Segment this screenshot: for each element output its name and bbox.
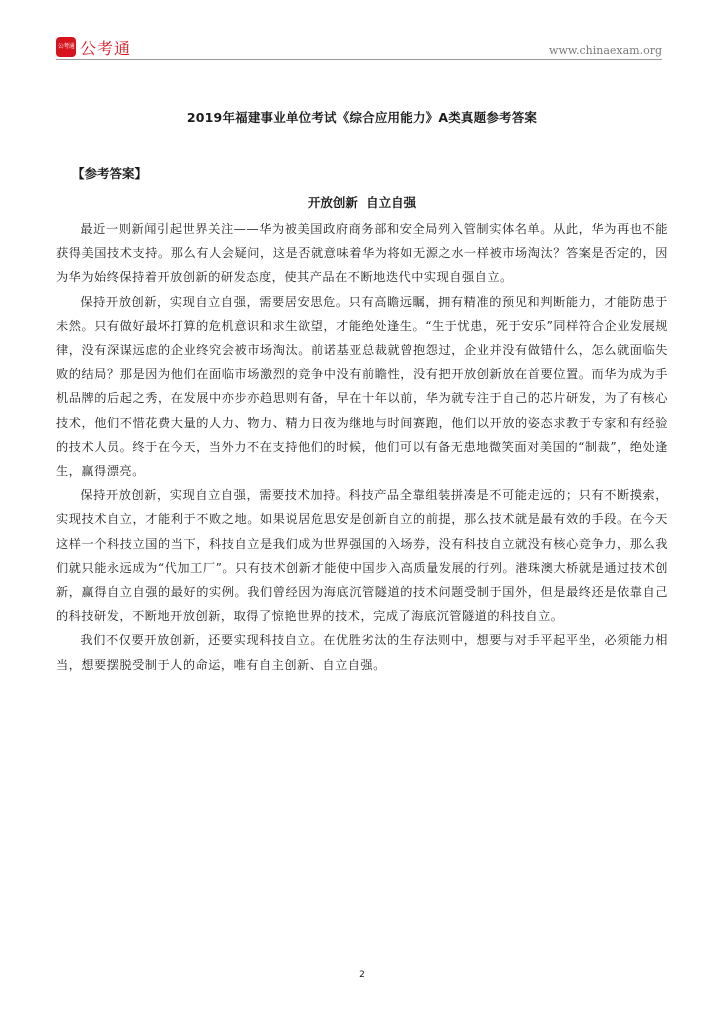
essay-paragraph: 最近一则新闻引起世界关注——华为被美国政府商务部和安全局列入管制实体名单。从此，华为再也不能获得美国技术支持。那么有人会疑问，这是否就意味着华为将如无源之水一样被市场淘汰？答案是否定的，因为华为始终保持着开放创新的研发态度，使其产品在不断地迭代中实现自强自立。 [56, 222, 668, 285]
site-url-link[interactable]: www.chinaexam.org [549, 44, 662, 57]
essay-body [56, 217, 668, 677]
essay-paragraph: 保持开放创新，实现自立自强，需要居安思危。只有高瞻远瞩，拥有精准的预见和判断能力，才能防患于未然。只有做好最坏打算的危机意识和求生欲望，才能绝处逢生。“生于忧患，死于安乐”同样符合企业发展规律，没有深谋远虑的企业终究会被市场淘汰。前诺基亚总裁就曾抱怨过，企业并没有做错什么，怎么就面临失败的结局？那是因为他们在面临市场激烈的竞争中没有前瞻性，没有把开放创新放在首要位置。而华为成为手机品牌的后起之秀，在发展中亦步亦趋思则有备，早在十年以前，华为就专注于自己的芯片研发，为了有核心技术，他们不惜花费大量的人力、物力、精力日夜为继地与时间赛跑，他们以开放的姿态求教于专家和有经验的技术人员。终于在今天，当外力不在支持他们的时候，他们可以有备无患地微笑面对美国的“制裁”，绝处逢生，赢得漂亮。 [56, 294, 668, 479]
essay-paragraph: 我们不仅要开放创新，还要实现科技自立。在优胜劣汰的生存法则中，想要与对手平起平坐，必须能力相当，想要摆脱受制于人的命运，唯有自主创新、自立自强。 [56, 633, 668, 672]
header-divider [56, 59, 662, 60]
page-number: 2 [359, 970, 365, 980]
brand-logo[interactable] [56, 36, 131, 58]
page-header [56, 30, 662, 60]
logo-badge-icon: 公考通 [56, 37, 76, 57]
essay-title: 开放创新 自立自强 [307, 195, 417, 210]
logo-text: 公考通 [80, 38, 132, 58]
essay-paragraph: 保持开放创新，实现自立自强，需要技术加持。科技产品全靠组装拼凑是不可能走远的；只有不断摸索，实现技术自立，才能利于不败之地。如果说居危思安是创新自立的前提，那么技术就是最有效的手段。在今天这样一个科技立国的当下，科技自立是我们成为世界强国的入场券，没有科技自立就没有核心竞争力，那么我们就只能永远成为“代加工厂”。只有技术创新才能使中国步入高质量发展的行列。港珠澳大桥就是通过技术创新，赢得自立自强的最好的实例。我们曾经因为海底沉管隧道的技术问题受制于国外，但是最终还是依靠自己的科技研发，不断地开放创新，取得了惊艳世界的技术，完成了海底沉管隧道的科技自立。 [56, 488, 668, 624]
section-label: 【参考答案】 [72, 166, 148, 181]
document-title: 2019年福建事业单位考试《综合应用能力》A类真题参考答案 [186, 110, 538, 125]
